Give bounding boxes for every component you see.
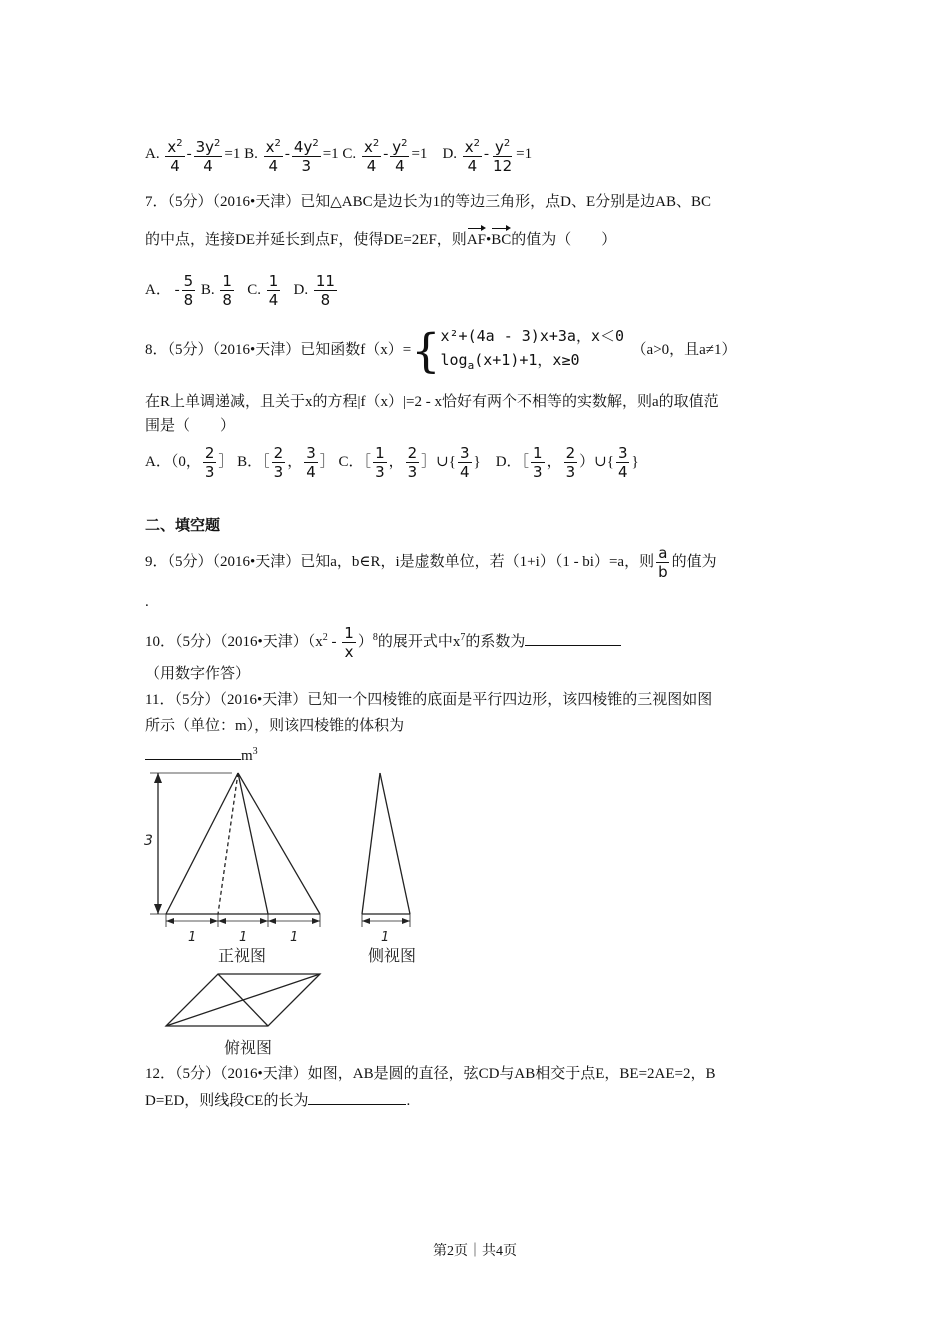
- q8-option-b-label: B．［: [237, 454, 270, 470]
- fraction: $\frac{y^2}{4}$: [390, 135, 409, 175]
- q8-option-c-label: C．［: [338, 454, 372, 470]
- q12-line2: D=ED，则线段CE的长为 .: [145, 1090, 410, 1111]
- fraction: $\frac{y^2}{12}$: [491, 135, 514, 175]
- fraction: $\frac{2}{3}$: [565, 444, 576, 482]
- q9-end: .: [145, 594, 149, 610]
- base-label-3: 1: [290, 930, 299, 945]
- fraction: $\frac{1}{3}$: [375, 444, 385, 482]
- front-view: [150, 773, 320, 927]
- fraction: $\frac{1}{x}$: [344, 624, 354, 662]
- q6-options: A. $\frac{x^2}{4}$ - $\frac{3y^2}{4}$ =1 B. $\frac{x^2}{4}$ - $\frac{4y^2}{3}$ =1 C. $\frac{x^2}{4}$ - $\frac{y^2}{4}$ =1 D. $\frac{x^2}{4}$ - $\frac{y^2}{12}$ =1: [145, 132, 532, 176]
- q6-option-d-label: D.: [442, 146, 458, 162]
- fraction: $\frac{5}{8}$: [183, 272, 194, 310]
- q6-option-b-label: B.: [244, 146, 258, 162]
- q8-option-d-label: D．［: [495, 454, 530, 470]
- fraction: $\frac{3}{4}$: [617, 444, 628, 482]
- three-view-figure: [140, 765, 440, 1060]
- q9-line: 9．（5分）（2016•天津）已知a，b∈R，i是虚数单位，若（1+i）（1 - bi）=a，则 $\frac{a}{b}$ 的值为: [145, 544, 717, 582]
- piecewise-function: x²+(4a - 3)x+3a，x＜0 $\log_a(x+1)+1$，x≥0: [440, 326, 625, 372]
- vector-bc: BC: [491, 232, 512, 248]
- answer-blank[interactable]: [525, 631, 621, 646]
- fraction: $\frac{x^2}{4}$: [264, 135, 283, 175]
- q8-line3: 围是（ ）: [145, 418, 236, 434]
- q10-note: （用数字作答）: [145, 666, 251, 682]
- base-label-2: 1: [239, 930, 248, 945]
- page-footer: 第2页｜共4页: [433, 1244, 517, 1259]
- fraction: $\frac{1}{4}$: [268, 272, 279, 310]
- q7-options: A． - $\frac{5}{8}$ B. $\frac{1}{8}$ C. $\frac{1}{4}$ D. $\frac{11}{8}$: [145, 272, 335, 310]
- fraction: $\frac{x^2}{4}$: [463, 135, 482, 175]
- side-base-label: 1: [381, 930, 390, 945]
- q10-line: 10．（5分）（2016•天津）（$x^2$ - $\frac{1}{x}$ ）$^8$的展开式中$x^7$的系数为: [145, 616, 621, 664]
- fraction: $\frac{3}{4}$: [459, 444, 470, 482]
- fraction: $\frac{2}{3}$: [273, 444, 284, 482]
- q11-line2: 所示（单位：m），则该四棱锥的体积为: [145, 718, 405, 734]
- piecewise-brace: {: [411, 323, 441, 378]
- q8-line2: 在R上单调递减，且关于x的方程|f（x）|=2 - x恰好有两个不相等的实数解，则a的取值范: [145, 394, 719, 410]
- base-label-1: 1: [188, 930, 197, 945]
- side-view-caption: 侧视图: [368, 946, 417, 965]
- fraction: $\frac{3y^2}{4}$: [194, 135, 223, 175]
- side-view: [362, 773, 410, 927]
- q7-line1: 7．（5分）（2016•天津）已知△ABC是边长为1的等边三角形，点D、E分别是边AB、BC: [145, 194, 711, 210]
- q11-line3: $m^3$: [145, 742, 258, 766]
- fraction: $\frac{2}{3}$: [204, 444, 215, 482]
- fraction: $\frac{4y^2}{3}$: [292, 135, 321, 175]
- answer-blank[interactable]: [145, 745, 241, 760]
- q7-option-d-label: D.: [293, 282, 309, 298]
- q7-option-a-label: A．: [145, 282, 171, 298]
- q8-options: A．（0， $\frac{2}{3}$ ］ B．［ $\frac{2}{3}$ ， $\frac{3}{4}$ ］ C．［ $\frac{1}{3}$ ， $\frac{2}{3}$ ］∪{ $\frac{3}{4}$ } D．［ $\frac{1}{3}$ ， $\frac{2}{3}$ ）∪{ $\frac{3}{4}$ }: [145, 444, 639, 482]
- section-title: 二、填空题: [145, 518, 221, 534]
- answer-blank[interactable]: [308, 1090, 406, 1105]
- fraction: $\frac{a}{b}$: [658, 544, 668, 582]
- height-label: 3: [144, 833, 153, 849]
- vector-af: AF: [466, 232, 486, 248]
- fraction: $\frac{2}{3}$: [407, 444, 418, 482]
- q6-option-c-label: C.: [342, 146, 357, 162]
- q8-line1: 8．（5分）（2016•天津）已知函数f（x）={ x²+(4a - 3)x+3a，x＜0 $\log_a(x+1)+1$，x≥0 （a>0，且a≠1）: [145, 323, 737, 378]
- q7-option-b-label: B.: [200, 282, 215, 298]
- q7-line2: 的中点，连接DE并延长到点F，使得DE=2EF，则AF•BC的值为（ ）: [145, 232, 617, 248]
- front-view-caption: 正视图: [218, 946, 267, 965]
- q6-option-a-label: A.: [145, 146, 160, 162]
- q12-line1: 12．（5分）（2016•天津）如图，AB是圆的直径，弦CD与AB相交于点E，BE=2AE=2，B: [145, 1066, 716, 1082]
- fraction: $\frac{1}{8}$: [222, 272, 232, 310]
- fraction: $\frac{x^2}{4}$: [362, 135, 381, 175]
- fraction: $\frac{x^2}{4}$: [165, 135, 184, 175]
- fraction: $\frac{3}{4}$: [306, 444, 316, 482]
- q8-option-a-label: A．（0，: [145, 454, 201, 470]
- top-view-caption: 俯视图: [224, 1038, 273, 1057]
- fraction: $\frac{1}{3}$: [533, 444, 543, 482]
- q11-line1: 11．（5分）（2016•天津）已知一个四棱锥的底面是平行四边形，该四棱锥的三视图如图: [145, 692, 713, 708]
- fraction: $\frac{11}{8}$: [315, 272, 335, 310]
- top-view: [166, 974, 320, 1026]
- q7-option-c-label: C.: [247, 282, 261, 298]
